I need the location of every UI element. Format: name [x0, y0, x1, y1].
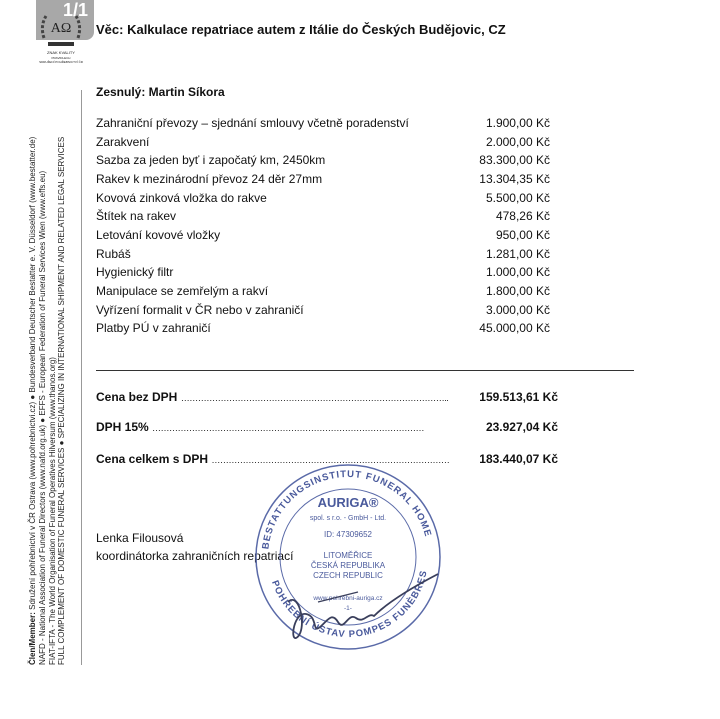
signatory-role: koordinátorka zahraničních repatriací: [96, 549, 294, 563]
item-label: Zarakvení: [96, 135, 150, 149]
svg-text:BESTATTUNGSINSTITUT FUNERAL HO: BESTATTUNGSINSTITUT FUNERAL HOME: [260, 468, 434, 550]
total-gross-value: 183.440,07 Kč: [479, 452, 558, 466]
item-label: Vyřízení formalit v ČR nebo v zahraničí: [96, 303, 304, 317]
stamp-id: ID: 47309652: [323, 530, 373, 539]
vat-value: 23.927,04 Kč: [485, 420, 558, 434]
deceased-name: Zesnulý: Martin Síkora: [96, 85, 225, 99]
item-value: 1.000,00 Kč: [485, 265, 550, 279]
page-indicator: 1/1: [36, 0, 94, 40]
dot-leader: ……………………………………………………………………………………: [152, 423, 425, 433]
stamp-city: LITOMĚŘICE: [323, 551, 373, 560]
total-net-value: 159.513,61 Kč: [479, 390, 558, 404]
item-label: Kovová zinková vložka do rakve: [96, 191, 267, 205]
item-label: Rubáš: [96, 247, 131, 261]
company-stamp: [248, 462, 448, 652]
item-value: 45.000,00 Kč: [479, 321, 550, 335]
item-label: Zahraniční převozy – sjednání smlouvy včetně poradenství: [96, 116, 409, 130]
svg-text:ZNAK KVALITY: ZNAK KVALITY: [47, 50, 75, 55]
separator-line: [96, 370, 634, 371]
item-value: 2.000,00 Kč: [485, 135, 550, 149]
stamp-country-en: CZECH REPUBLIC: [313, 571, 383, 580]
svg-text:AΩ: AΩ: [50, 21, 72, 36]
dot-leader: …………………………………………………………………………: [211, 455, 450, 465]
signatory-name: Lenka Filousová: [96, 531, 184, 545]
item-label: Sazba za jeden byť i započatý km, 2450km: [96, 153, 326, 167]
item-value: 13.304,35 Kč: [479, 172, 550, 186]
sidebar-line: FIAT-IFTA - The World Organisation of Funeral Operatives Hilversum (www.thanos.org): [47, 357, 57, 665]
dot-leader: …………………………………………………………………………………..: [180, 393, 449, 403]
stamp-company: spol. s r.o. - GmbH - Ltd.: [309, 515, 387, 522]
stamp-brand: AURIGA®: [317, 495, 379, 510]
total-label-text: Cena bez DPH: [96, 390, 178, 404]
item-label: Rakev k mezinárodní převoz 24 děr 27mm: [96, 172, 323, 186]
vat-label: [96, 420, 424, 434]
item-label: Letování kovové vložky: [96, 228, 221, 242]
item-value: 83.300,00 Kč: [479, 153, 550, 167]
stamp-web: www.pohrebni-auriga.cz: [313, 595, 383, 602]
svg-text:POHŘEBNÍ ÚSTAV POMPES FUNÈBRES: POHŘEBNÍ ÚSTAV POMPES FUNÈBRES: [269, 569, 430, 641]
svg-text:SDRUŽENÍ POHŘEBNICTVÍ ČR: SDRUŽENÍ POHŘEBNICTVÍ ČR: [39, 60, 83, 64]
item-value: 950,00 Kč: [495, 228, 550, 242]
item-label: Manipulace se zemřelým a rakví: [96, 284, 269, 298]
item-value: 1.900,00 Kč: [485, 116, 550, 130]
total-label-text: Cena celkem s DPH: [96, 452, 209, 466]
stamp-country: ČESKÁ REPUBLIKA: [310, 561, 386, 570]
item-value: 1.800,00 Kč: [485, 284, 550, 298]
membership-sidebar: [28, 25, 88, 665]
item-label: Hygienický filtr: [96, 265, 174, 279]
sidebar-line: Člen/Member: Sdružení pohřebnictví v ČR Ostrava (www.pohrebnictvi.cz) ● Bundesverband Deutscher Bestatter e. V. Düsseldorf (www.bestatter.de): [28, 136, 37, 665]
subject-heading: Věc: Kalkulace repatriace autem z Itálie do Českých Budějovic, CZ: [96, 22, 506, 37]
total-net-label: [96, 390, 448, 404]
sidebar-line: NAFD - National Association of Funeral Directors (www.nafd.org.uk) ● EFFS - European Federation of Funeral Services Wien (www.effs.eu): [37, 170, 47, 665]
item-value: 5.500,00 Kč: [485, 191, 550, 205]
item-value: 478,26 Kč: [495, 209, 550, 223]
item-label: Platby PÚ v zahraničí: [96, 321, 211, 335]
item-value: 1.281,00 Kč: [485, 247, 550, 261]
item-label: Štítek na rakev: [96, 209, 177, 223]
svg-text:PRAVIDLECH: PRAVIDLECH: [51, 56, 71, 60]
sidebar-line: FULL COMPLEMENT OF DOMESTIC FUNERAL SERVICES ● SPECIALIZING IN INTERNATIONAL SHIPMENT AND RELATED LEGAL SERVICES: [57, 136, 67, 665]
stamp-number: -1-: [344, 605, 352, 612]
item-value: 3.000,00 Kč: [485, 303, 550, 317]
total-label-text: DPH 15%: [96, 420, 149, 434]
